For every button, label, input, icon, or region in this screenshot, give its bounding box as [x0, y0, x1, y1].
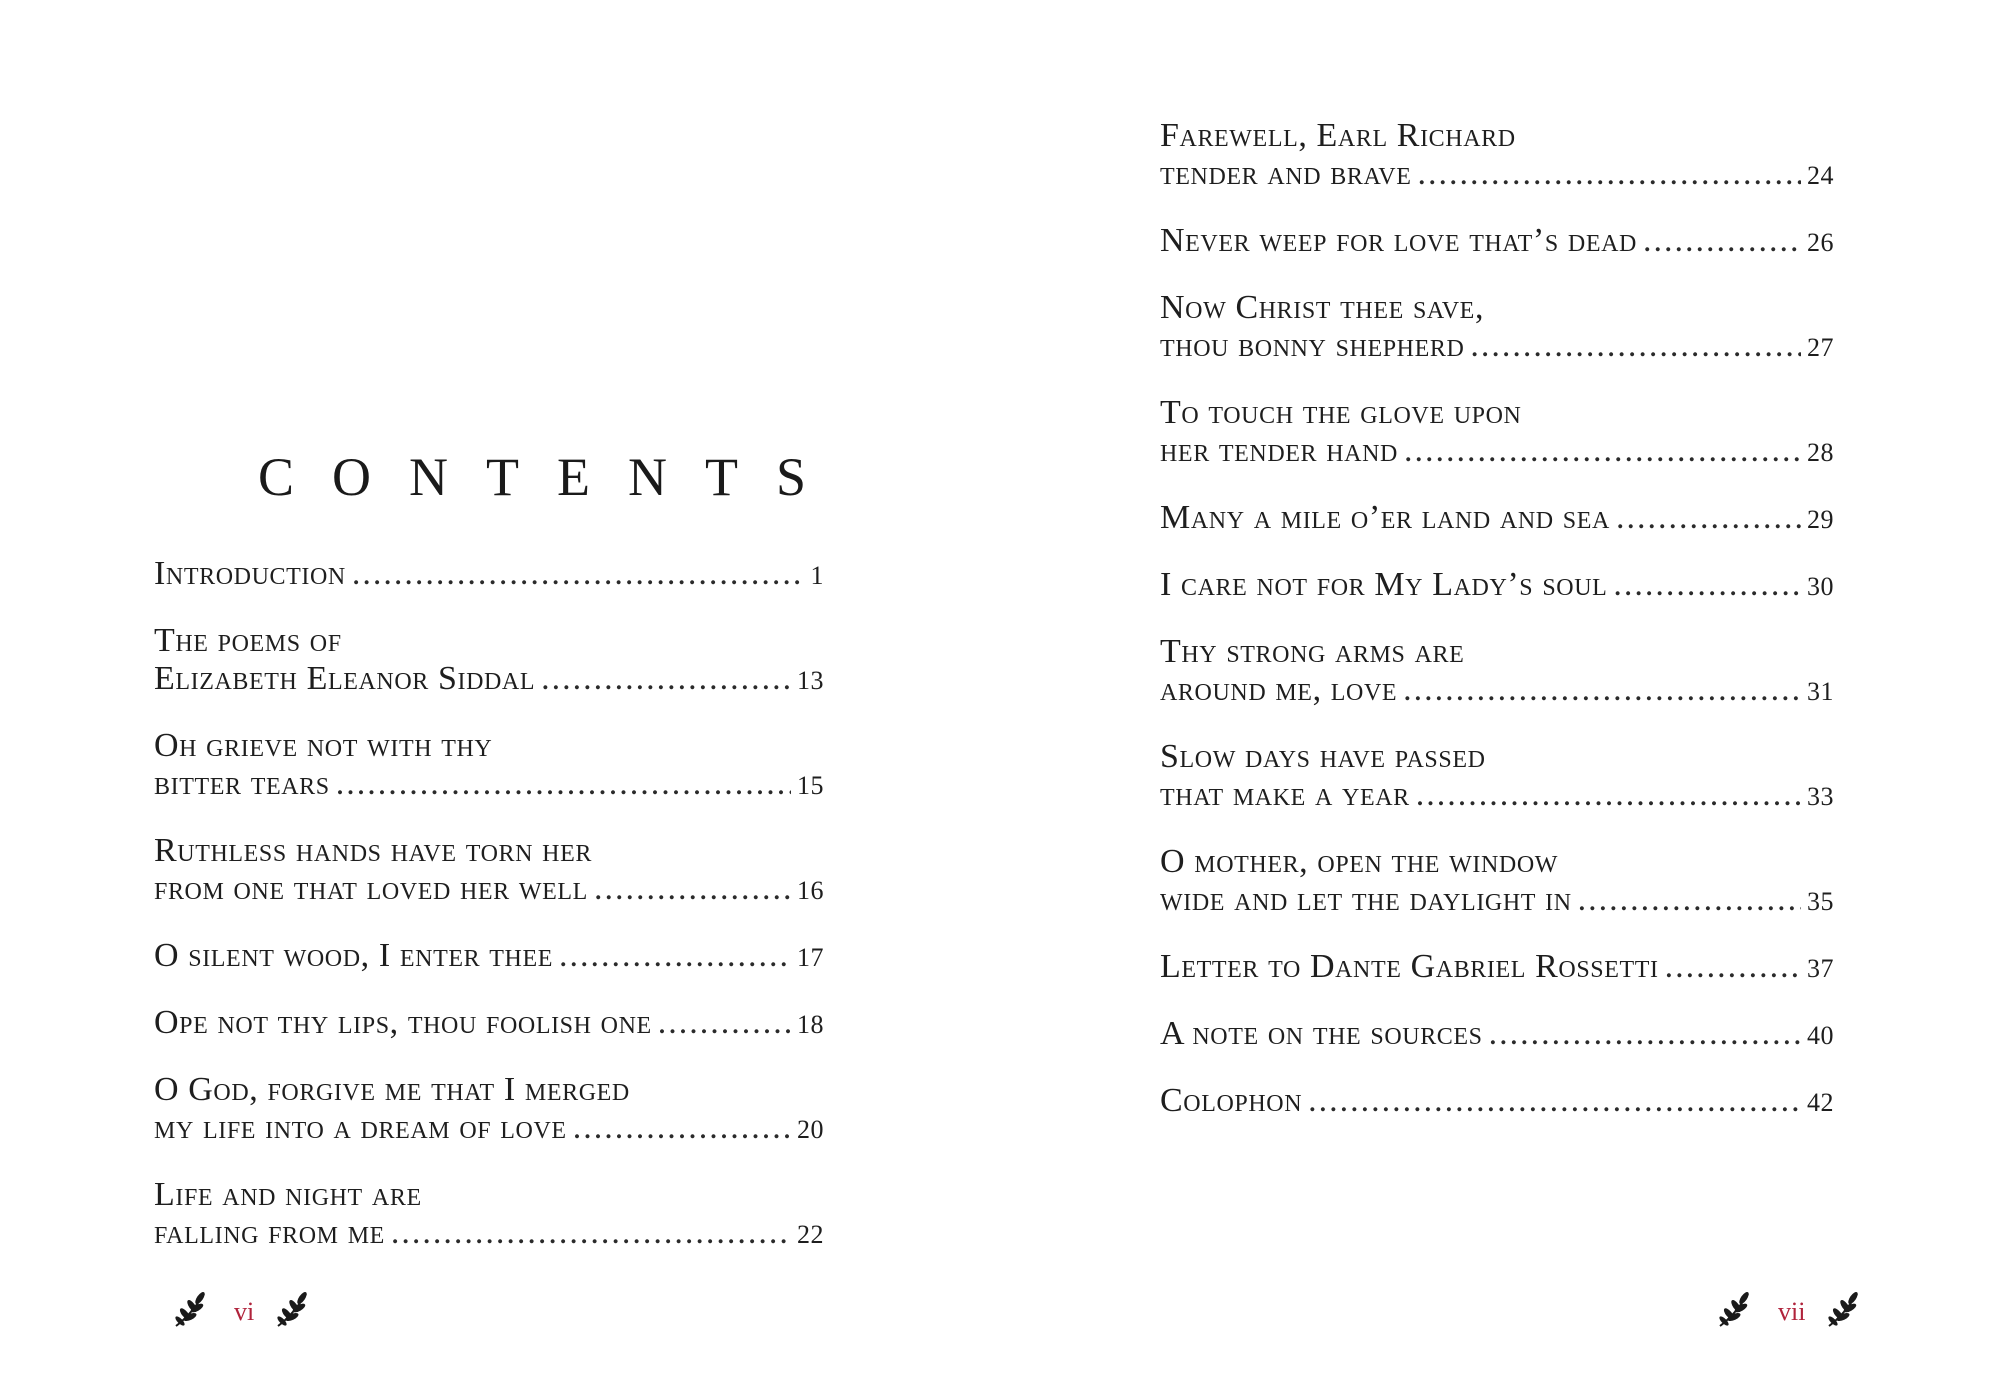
toc-entry[interactable]	[154, 1004, 824, 1044]
laurel-sprig-right-icon	[272, 1286, 318, 1332]
folio-right	[1714, 1286, 1869, 1332]
entry-title-continued: around me, love	[1160, 671, 1398, 708]
leader-dots	[1418, 155, 1802, 193]
leader-dots	[1489, 1015, 1801, 1053]
entry-title-continued: bitter tears	[154, 765, 330, 802]
entry-page-number: 40	[1807, 1021, 1834, 1050]
entry-page-number: 24	[1807, 161, 1834, 190]
entry-title: Letter to Dante Gabriel Rossetti	[1160, 948, 1659, 985]
entry-title-continued: that make a year	[1160, 776, 1410, 813]
toc-entry[interactable]	[1160, 738, 1834, 816]
entry-title: Ope not thy lips, thou foolish one	[154, 1004, 652, 1041]
toc-entry[interactable]	[1160, 948, 1834, 988]
entry-page-number: 15	[797, 771, 824, 800]
entry-title: To touch the glove upon	[1160, 394, 1522, 431]
toc-entry[interactable]	[1160, 843, 1834, 921]
entry-title: Thy strong arms are	[1160, 633, 1465, 670]
entry-title: O silent wood, I enter thee	[154, 937, 554, 974]
entry-page-number: 27	[1807, 333, 1834, 362]
entry-title: The poems of	[154, 622, 342, 659]
entry-title-continued: her tender hand	[1160, 432, 1398, 469]
entry-page-number: 20	[797, 1115, 824, 1144]
folio-left	[170, 1286, 318, 1332]
entry-title-continued: thou bonny shepherd	[1160, 327, 1465, 364]
entry-page-number: 17	[797, 943, 824, 972]
toc-entry[interactable]	[1160, 499, 1834, 539]
entry-title-continued: from one that loved her well	[154, 870, 588, 907]
leader-dots	[1613, 566, 1801, 604]
page-number-left: vi	[234, 1297, 255, 1326]
toc-entry[interactable]	[1160, 394, 1834, 472]
entry-title: Colophon	[1160, 1082, 1303, 1119]
entry-page-number: 26	[1807, 228, 1834, 257]
toc-list-left	[154, 555, 824, 1281]
toc-entry[interactable]	[154, 832, 824, 910]
toc-entry[interactable]	[154, 622, 824, 700]
toc-entry[interactable]	[1160, 1082, 1834, 1122]
toc-entry[interactable]	[1160, 633, 1834, 711]
toc-entry[interactable]	[1160, 222, 1834, 262]
entry-title-continued: falling from me	[154, 1214, 385, 1251]
entry-title: Ruthless hands have torn her	[154, 832, 592, 869]
leader-dots	[559, 937, 791, 975]
page-number-right: vii	[1778, 1297, 1806, 1326]
leader-dots	[1643, 222, 1801, 260]
entry-title: Oh grieve not with thy	[154, 727, 493, 764]
entry-title: Many a mile o’er land and sea	[1160, 499, 1610, 536]
toc-entry[interactable]	[154, 937, 824, 977]
toc-entry[interactable]	[1160, 566, 1834, 606]
entry-page-number: 13	[797, 666, 824, 695]
toc-entry[interactable]	[154, 727, 824, 805]
leader-dots	[658, 1004, 791, 1042]
laurel-sprig-left-icon	[1714, 1286, 1760, 1332]
toc-entry[interactable]	[1160, 289, 1834, 367]
leader-dots	[391, 1214, 791, 1252]
entry-title-continued: tender and brave	[1160, 155, 1412, 192]
leader-dots	[1308, 1082, 1801, 1120]
contents-heading: CONTENTS	[258, 447, 844, 508]
leader-dots	[336, 765, 791, 803]
entry-page-number: 1	[810, 561, 824, 590]
entry-title: Life and night are	[154, 1176, 422, 1213]
entry-title: Farewell, Earl Richard	[1160, 117, 1516, 154]
entry-title: O God, forgive me that I merged	[154, 1071, 630, 1108]
entry-page-number: 16	[797, 876, 824, 905]
laurel-sprig-right-icon	[1823, 1286, 1869, 1332]
entry-title-continued: wide and let the daylight in	[1160, 881, 1572, 918]
entry-title-continued: Elizabeth Eleanor Siddal	[154, 660, 536, 697]
toc-entry[interactable]	[1160, 117, 1834, 195]
entry-title: A note on the sources	[1160, 1015, 1483, 1052]
entry-page-number: 18	[797, 1010, 824, 1039]
toc-entry[interactable]	[154, 1176, 824, 1254]
leader-dots	[1470, 327, 1801, 365]
toc-list-right	[1160, 117, 1834, 1149]
entry-page-number: 35	[1807, 887, 1834, 916]
entry-title: O mother, open the window	[1160, 843, 1559, 880]
entry-page-number: 42	[1807, 1088, 1834, 1117]
toc-entry[interactable]	[154, 555, 824, 595]
right-page	[1000, 0, 2000, 1398]
entry-page-number: 37	[1807, 954, 1834, 983]
toc-entry[interactable]	[1160, 1015, 1834, 1055]
leader-dots	[594, 870, 791, 908]
entry-page-number: 28	[1807, 438, 1834, 467]
entry-page-number: 31	[1807, 677, 1834, 706]
entry-title: Never weep for love that’s dead	[1160, 222, 1637, 259]
leader-dots	[352, 555, 805, 593]
entry-title: Now Christ thee save,	[1160, 289, 1485, 326]
entry-page-number: 33	[1807, 782, 1834, 811]
laurel-sprig-left-icon	[170, 1286, 216, 1332]
leader-dots	[1403, 671, 1801, 709]
entry-title-continued: my life into a dream of love	[154, 1109, 567, 1146]
entry-title: I care not for My Lady’s soul	[1160, 566, 1608, 603]
entry-page-number: 22	[797, 1220, 824, 1249]
leader-dots	[573, 1109, 791, 1147]
leader-dots	[1416, 776, 1801, 814]
leader-dots	[1404, 432, 1801, 470]
entry-title: Slow days have passed	[1160, 738, 1486, 775]
leader-dots	[541, 660, 791, 698]
leader-dots	[1665, 948, 1801, 986]
leader-dots	[1616, 499, 1801, 537]
leader-dots	[1578, 881, 1801, 919]
toc-entry[interactable]	[154, 1071, 824, 1149]
entry-page-number: 30	[1807, 572, 1834, 601]
entry-page-number: 29	[1807, 505, 1834, 534]
entry-title: Introduction	[154, 555, 346, 592]
